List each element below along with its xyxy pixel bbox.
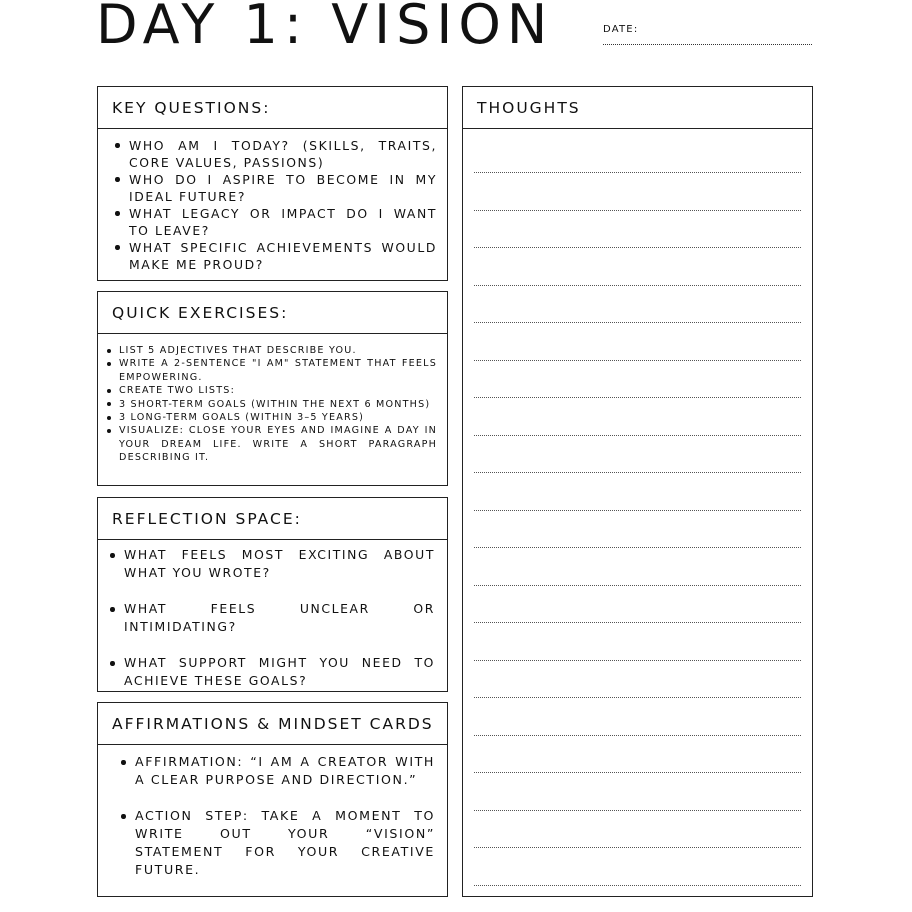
key-question-item: WHAT LEGACY OR IMPACT DO I WANT TO LEAVE? [112, 205, 437, 239]
exercise-item: LIST 5 ADJECTIVES THAT DESCRIBE YOU. [104, 344, 437, 357]
thought-line[interactable] [474, 697, 801, 698]
exercise-item: 3 LONG-TERM GOALS (WITHIN 3–5 YEARS) [104, 411, 437, 424]
quick-exercises-list [104, 344, 437, 465]
exercise-item: WRITE A 2-SENTENCE "I AM" STATEMENT THAT FEELS EMPOWERING. [104, 357, 437, 384]
affirmations-list [118, 753, 435, 879]
key-question-item: WHO AM I TODAY? (SKILLS, TRAITS, CORE VALUES, PASSIONS) [112, 137, 437, 171]
key-question-item: WHAT SPECIFIC ACHIEVEMENTS WOULD MAKE ME PROUD? [112, 239, 437, 273]
exercise-item: VISUALIZE: CLOSE YOUR EYES AND IMAGINE A DAY IN YOUR DREAM LIFE. WRITE A SHORT PARAGRAPH DESCRIBING IT. [104, 424, 437, 464]
key-question-item: WHO DO I ASPIRE TO BECOME IN MY IDEAL FUTURE? [112, 171, 437, 205]
reflection-list [107, 546, 435, 690]
reflection-space-box [97, 497, 448, 692]
thought-line[interactable] [474, 172, 801, 173]
thought-line[interactable] [474, 210, 801, 211]
thought-line[interactable] [474, 247, 801, 248]
thought-line[interactable] [474, 585, 801, 586]
exercise-item: 3 SHORT-TERM GOALS (WITHIN THE NEXT 6 MONTHS) [104, 398, 437, 411]
quick-exercises-box [97, 291, 448, 486]
thoughts-heading: THOUGHTS [463, 87, 812, 129]
date-write-line[interactable] [603, 44, 812, 45]
affirmations-heading: AFFIRMATIONS & MINDSET CARDS [98, 703, 447, 745]
quick-exercises-heading: QUICK EXERCISES: [98, 292, 447, 334]
thought-line[interactable] [474, 285, 801, 286]
thought-line[interactable] [474, 622, 801, 623]
thought-line[interactable] [474, 735, 801, 736]
date-label: DATE: [603, 24, 639, 35]
thought-line[interactable] [474, 472, 801, 473]
thought-line[interactable] [474, 772, 801, 773]
reflection-item: WHAT FEELS MOST EXCITING ABOUT WHAT YOU WROTE? [107, 546, 435, 582]
thought-line[interactable] [474, 810, 801, 811]
affirmation-item: AFFIRMATION: “I AM A CREATOR WITH A CLEAR PURPOSE AND DIRECTION.” [118, 753, 435, 789]
key-questions-heading: KEY QUESTIONS: [98, 87, 447, 129]
affirmation-item: ACTION STEP: TAKE A MOMENT TO WRITE OUT YOUR “VISION” STATEMENT FOR YOUR CREATIVE FUTURE. [118, 807, 435, 879]
exercise-item: CREATE TWO LISTS: [104, 384, 437, 397]
reflection-item: WHAT SUPPORT MIGHT YOU NEED TO ACHIEVE THESE GOALS? [107, 654, 435, 690]
thought-line[interactable] [474, 660, 801, 661]
thought-line[interactable] [474, 885, 801, 886]
thought-line[interactable] [474, 847, 801, 848]
reflection-item: WHAT FEELS UNCLEAR OR INTIMIDATING? [107, 600, 435, 636]
thought-line[interactable] [474, 322, 801, 323]
thought-line[interactable] [474, 435, 801, 436]
thought-line[interactable] [474, 510, 801, 511]
key-questions-list [112, 137, 437, 273]
thoughts-box [462, 86, 813, 897]
key-questions-box [97, 86, 448, 281]
page-title: DAY 1: VISION [96, 0, 554, 56]
reflection-space-heading: REFLECTION SPACE: [98, 498, 447, 540]
thought-line[interactable] [474, 397, 801, 398]
thoughts-writing-area[interactable] [463, 129, 812, 896]
thought-line[interactable] [474, 547, 801, 548]
affirmations-box [97, 702, 448, 897]
thought-line[interactable] [474, 360, 801, 361]
